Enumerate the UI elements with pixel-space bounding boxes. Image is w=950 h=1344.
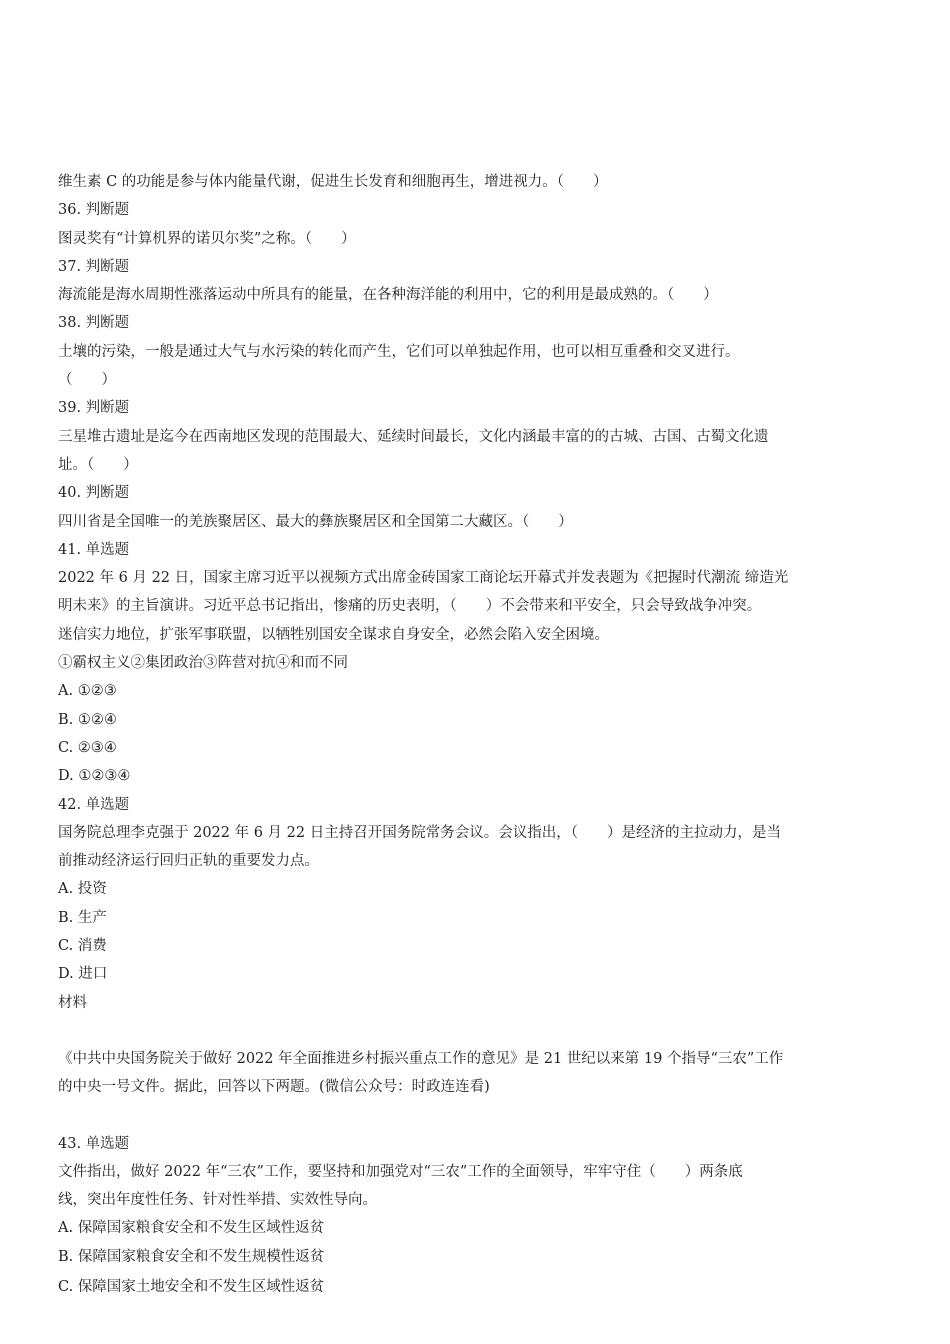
section-label: 材料 <box>58 994 87 1011</box>
question-header: 43. 单选题 <box>58 1135 130 1152</box>
question-header: 40. 判断题 <box>58 485 130 502</box>
spacer <box>58 1017 898 1045</box>
text-line: 四川省是全国唯一的羌族聚居区、最大的彝族聚居区和全国第二大藏区。（ ） <box>58 513 573 530</box>
text-line: 海流能是海水周期性涨落运动中所具有的能量，在各种海洋能的利用中，它的利用是最成熟的。（ ） <box>58 287 718 304</box>
text-line: 文件指出，做好 2022 年“三农”工作，要坚持和加强党对“三农”工作的全面领导，牢牢守住（ ）两条底 <box>58 1163 743 1180</box>
question-43-block <box>58 1130 898 1295</box>
question-header: 41. 单选题 <box>58 541 130 558</box>
answer-option: B. 生产 <box>58 909 107 926</box>
text-line: 三星堆古遗址是迄今在西南地区发现的范围最大、延续时间最长，文化内涵最丰富的的古城、古国、古蜀文化遗 <box>58 428 769 445</box>
text-line: 土壤的污染，一般是通过大气与水污染的转化而产生，它们可以单独起作用，也可以相互重叠和交叉进行。 <box>58 343 740 360</box>
text-line: （ ） <box>58 372 116 389</box>
text-line: 国务院总理李克强于 2022 年 6 月 22 日主持召开国务院常务会议。会议指出，（ ）是经济的主拉动力，是当 <box>58 824 781 841</box>
answer-option: D. ①②③④ <box>58 768 131 785</box>
clipped-line-wrapper <box>58 1273 898 1295</box>
block-top <box>58 168 898 1017</box>
text-line: 2022 年 6 月 22 日，国家主席习近平以视频方式出席金砖国家工商论坛开幕式并发表题为《把握时代潮流 缔造光 <box>58 570 789 587</box>
material-block <box>58 1045 898 1102</box>
answer-option: C. 消费 <box>58 938 107 955</box>
text-line: 址。（ ） <box>58 456 138 473</box>
text-line: ①霸权主义②集团政治③阵营对抗④和而不同 <box>58 655 348 672</box>
question-header: 38. 判断题 <box>58 315 130 332</box>
answer-option: B. ①②④ <box>58 711 117 728</box>
text-line: 线，突出年度性任务、针对性举措、实效性导向。 <box>58 1192 377 1209</box>
answer-option: D. 进口 <box>58 966 108 983</box>
text-line: 迷信实力地位，扩张军事联盟，以牺牲别国安全谋求自身安全，必然会陷入安全困境。 <box>58 626 609 643</box>
question-header: 42. 单选题 <box>58 796 130 813</box>
spacer <box>58 1102 898 1130</box>
question-header: 39. 判断题 <box>58 400 130 417</box>
text-line: 《中共中央国务院关于做好 2022 年全面推进乡村振兴重点工作的意见》是 21 世纪以来第 19 个指导“三农”工作 <box>58 1050 784 1067</box>
text-line: 的中央一号文件。据此，回答以下两题。(微信公众号：时政连连看) <box>58 1079 490 1096</box>
question-header: 37. 判断题 <box>58 258 130 275</box>
answer-option: A. 投资 <box>58 881 107 898</box>
answer-option: C. ②③④ <box>58 739 117 756</box>
answer-option: A. ①②③ <box>58 683 117 700</box>
text-line: 维生素 C 的功能是参与体内能量代谢，促进生长发育和细胞再生，增进视力。（ ） <box>58 174 608 190</box>
question-header: 36. 判断题 <box>58 202 130 219</box>
document-page <box>58 168 898 1295</box>
text-line: 明未来》的主旨演讲。习近平总书记指出，惨痛的历史表明，（ ）不会带来和平安全，只会导致战争冲突。 <box>58 598 762 615</box>
text-line: 前推动经济运行回归正轨的重要发力点。 <box>58 853 319 870</box>
answer-option: B. 保障国家粮食安全和不发生规模性返贫 <box>58 1248 325 1265</box>
answer-option: C. 保障国家土地安全和不发生区域性返贫 <box>58 1278 325 1295</box>
answer-option: A. 保障国家粮食安全和不发生区域性返贫 <box>58 1220 325 1237</box>
text-line: 图灵奖有“计算机界的诺贝尔奖”之称。（ ） <box>58 230 356 247</box>
